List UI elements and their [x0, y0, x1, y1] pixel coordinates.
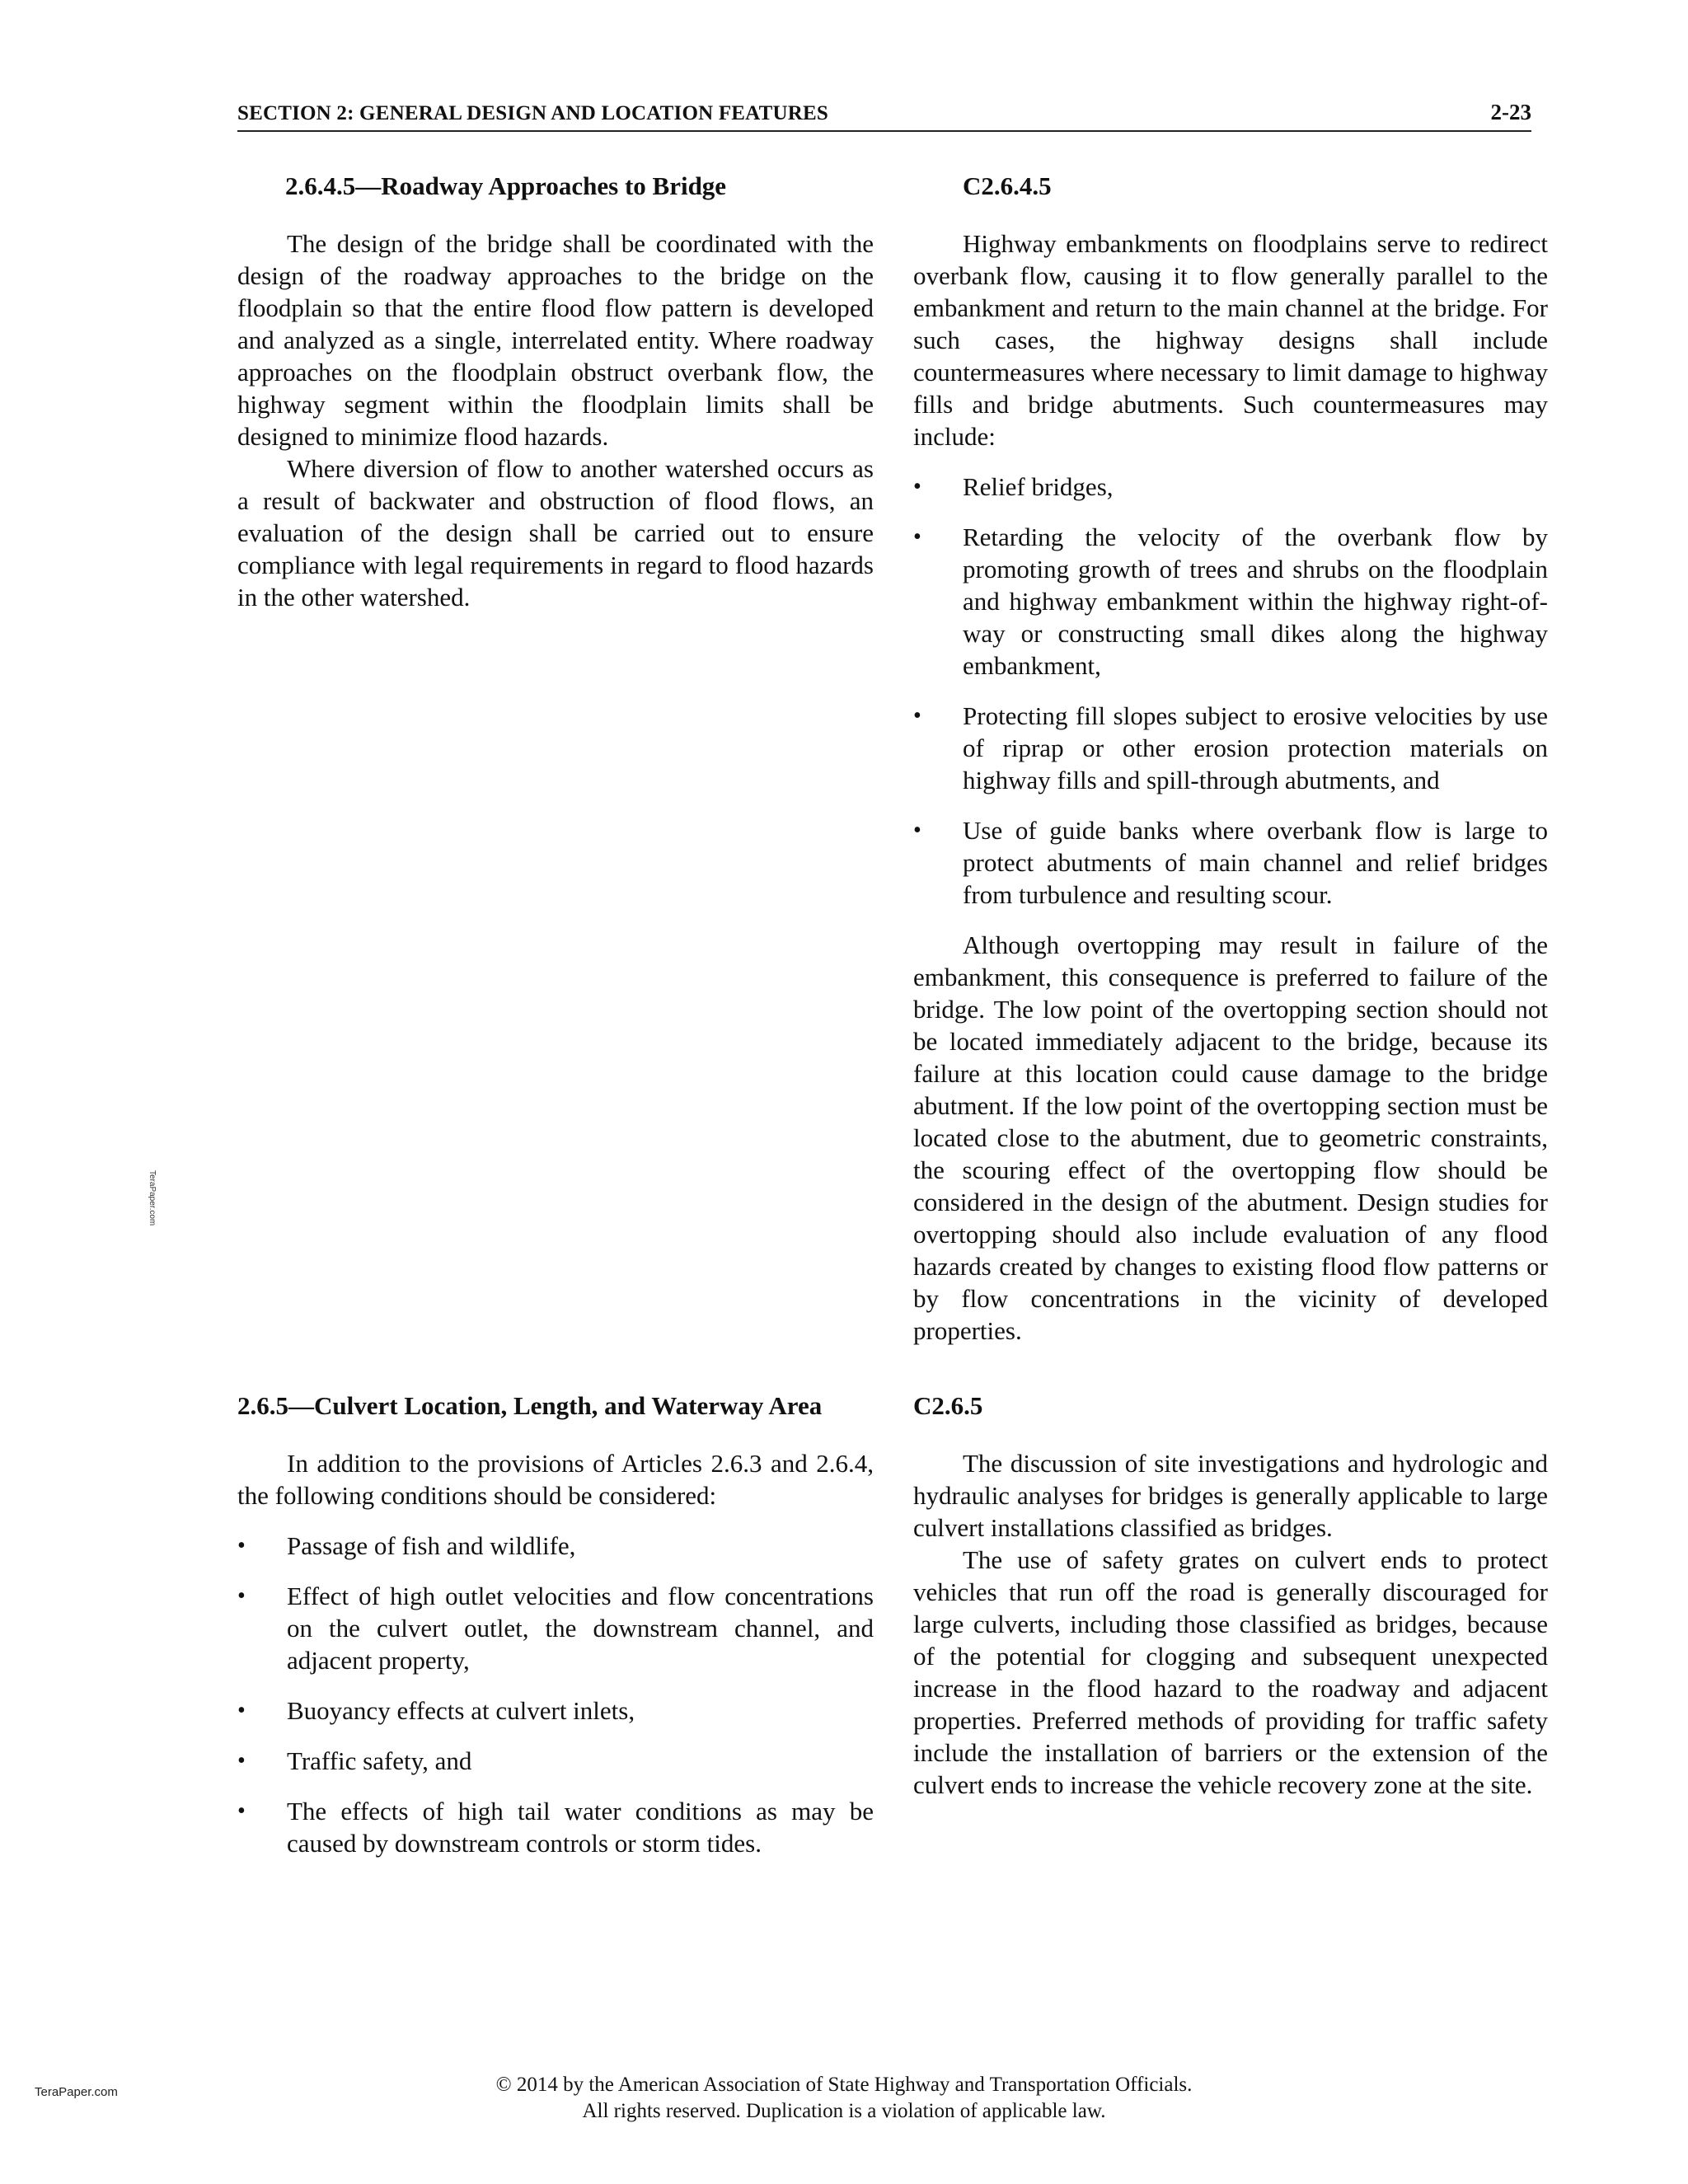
bullet-icon: • [237, 1533, 246, 1558]
article-2-6-4-5 [237, 170, 874, 613]
bullet-icon: • [237, 1583, 246, 1609]
list-item [237, 1795, 874, 1859]
commentary-c2-6-4-5 [913, 170, 1548, 1347]
section-title: SECTION 2: GENERAL DESIGN AND LOCATION FEATURES [237, 102, 828, 124]
list-item-text: Protecting fill slopes subject to erosive velocities by use of riprap or other erosion protection materials on highway fills and spill-through abutments, and [963, 701, 1548, 794]
list-item-text: Effect of high outlet velocities and flow concentrations on the culvert outlet, the downstream channel, and adjacent property, [287, 1582, 874, 1675]
list-item-text: Retarding the velocity of the overbank flow by promoting growth of trees and shrubs on the floodplain and highway embankment within the highway right-of-way or constructing small dikes along the highway embankment, [963, 523, 1548, 680]
vertical-watermark: TeraPaper.com [148, 1170, 157, 1226]
commentary-paragraph: Although overtopping may result in failure of the embankment, this consequence is preferred to failure of the bridge. The low point of the overtopping section should not be located immediately adjacent to the bridge, because its failure at this location could cause damage to the bridge abutment. If the low point of the overtopping section must be located close to the abutment, due to geometric constraints, the scouring effect of the overtopping flow should be considered in the design of the abutment. Design studies for overtopping should also include evaluation of any flood hazards created by changes to existing flood flow patterns or by flow concentrations in the vicinity of developed properties. [913, 930, 1548, 1345]
article-heading: 2.6.5—Culvert Location, Length, and Waterway Area [237, 1391, 823, 1420]
list-item-text: Passage of fish and wildlife, [287, 1531, 576, 1560]
list-item [913, 521, 1548, 682]
list-item-text: Relief bridges, [963, 472, 1114, 501]
bullet-icon: • [913, 524, 921, 550]
list-item-text: Traffic safety, and [287, 1746, 472, 1775]
article-paragraph: Where diversion of flow to another watershed occurs as a result of backwater and obstruction of flood flows, an evaluation of the design shall be carried out to ensure compliance with legal requirements in regard to flood hazards in the other watershed. [237, 454, 874, 612]
commentary-paragraph: The use of safety grates on culvert ends to protect vehicles that run off the road is generally discouraged for large culverts, including those classified as bridges, because of the potential for clogging and subsequent unexpected increase in the flood hazard to the roadway and adjacent properties. Preferred methods of providing for traffic safety include the installation of barriers or the extension of the culvert ends to increase the vehicle recovery zone at the site. [913, 1545, 1548, 1799]
copyright-line: © 2014 by the American Association of State Highway and Transportation Officials. [495, 2074, 1193, 2096]
article-paragraph: In addition to the provisions of Articles 2.6.3 and 2.6.4, the following conditions should be considered: [237, 1449, 874, 1510]
commentary-paragraph: The discussion of site investigations and hydrologic and hydraulic analyses for bridges is generally applicable to large culvert installations classified as bridges. [913, 1449, 1548, 1542]
commentary-heading: C2.6.4.5 [963, 171, 1052, 200]
list-item [913, 814, 1548, 911]
list-item-text: Use of guide banks where overbank flow is large to protect abutments of main channel and relief bridges from turbulence and resulting scour. [963, 816, 1548, 909]
conditions-list [237, 1530, 874, 1859]
list-item [913, 700, 1548, 796]
list-item [237, 1580, 874, 1676]
corner-watermark: TeraPaper.com [35, 2085, 118, 2099]
commentary-heading: C2.6.5 [913, 1391, 983, 1420]
bullet-icon: • [913, 703, 921, 729]
commentary-c2-6-5 [913, 1390, 1548, 1801]
bullet-icon: • [237, 1798, 246, 1824]
commentary-paragraph: Highway embankments on floodplains serve to redirect overbank flow, causing it to flow generally parallel to the embankment and return to the main channel at the bridge. For such cases, the highway designs shall include countermeasures where necessary to limit damage to highway fills and bridge abutments. Such countermeasures may include: [913, 229, 1548, 451]
bullet-icon: • [913, 818, 921, 843]
list-item-text: Buoyancy effects at culvert inlets, [287, 1696, 635, 1725]
rights-line: All rights reserved. Duplication is a violation of applicable law. [582, 2100, 1106, 2122]
running-header [237, 102, 1531, 132]
list-item [237, 1530, 874, 1562]
list-item [237, 1745, 874, 1777]
bullet-icon: • [237, 1698, 246, 1723]
bullet-icon: • [913, 474, 921, 499]
article-heading: 2.6.4.5—Roadway Approaches to Bridge [285, 171, 727, 200]
list-item-text: The effects of high tail water conditions as may be caused by downstream controls or storm tides. [287, 1797, 874, 1858]
article-paragraph: The design of the bridge shall be coordinated with the design of the roadway approaches to the bridge on the floodplain so that the entire flood flow pattern is developed and analyzed as a single, interrelated entity. Where roadway approaches on the floodplain obstruct overbank flow, the highway segment within the floodplain limits shall be designed to minimize flood hazards. [237, 229, 874, 451]
page-number: 2-23 [1490, 100, 1531, 124]
list-item [913, 471, 1548, 503]
article-2-6-5 [237, 1390, 874, 1859]
list-item [237, 1694, 874, 1727]
copyright-footer [0, 2072, 1688, 2125]
countermeasures-list [913, 471, 1548, 911]
bullet-icon: • [237, 1748, 246, 1774]
